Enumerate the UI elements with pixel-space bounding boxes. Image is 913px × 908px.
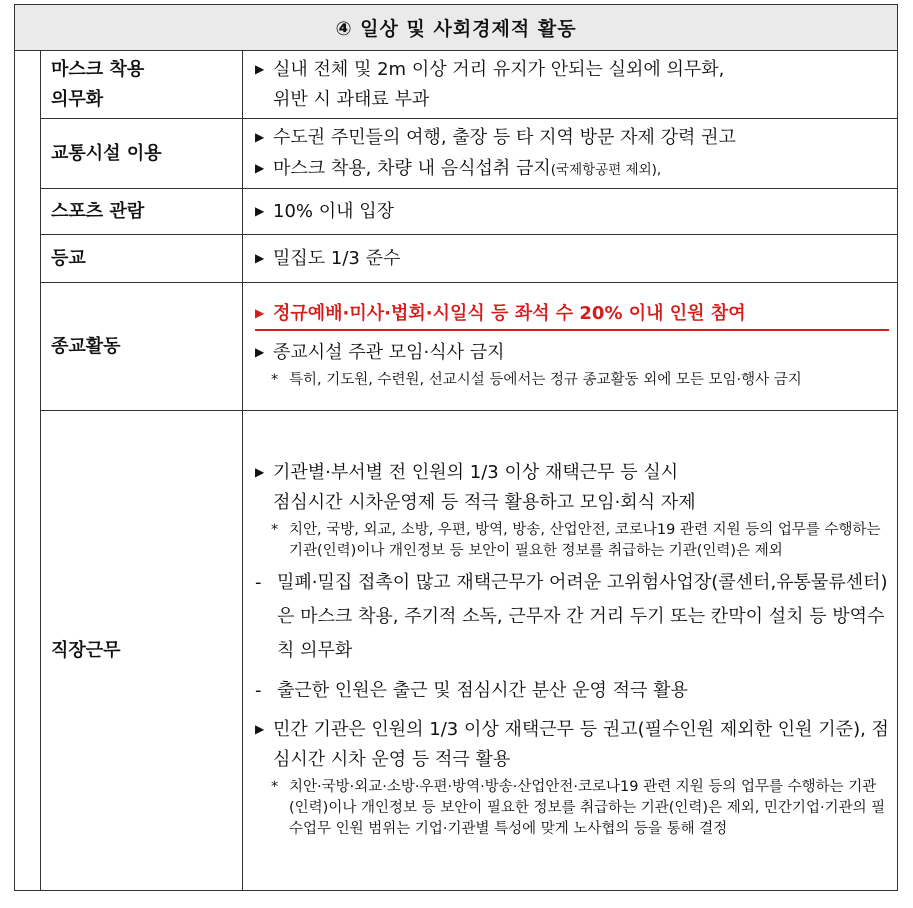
bullet-item: ▶ 기관별·부서별 전 인원의 1/3 이상 재택근무 등 실시 점심시간 시차운영제 등 적극 활용하고 모임·회식 자제 <box>255 457 889 518</box>
bullet-marker: ▶ <box>255 345 265 359</box>
bullet-marker: ▶ <box>255 722 265 736</box>
note-marker: * <box>271 779 279 795</box>
note-marker: * <box>271 522 279 538</box>
bullet-marker: ▶ <box>255 465 265 479</box>
footnote: * 치안, 국방, 외교, 소방, 우편, 방역, 방송, 산업안전, 코로나19 관련 지원 등의 업무를 수행하는 기관(인력)이나 개인정보 등 보안이 필요한 정보를 취급하는 기관(인력)은 제외 <box>271 522 881 559</box>
table-row <box>15 283 898 411</box>
bullet-marker: ▶ <box>255 306 265 320</box>
label-line: 마스크 착용 <box>51 58 145 80</box>
highlighted-bullet-item: ▶ 정규예배·미사·법회·시일식 등 좌석 수 20% 이내 인원 참여 <box>255 298 889 331</box>
bullet-item: ▶ 민간 기관은 인원의 1/3 이상 재택근무 등 권고(필수인원 제외한 인원 기준), 점심시간 시차 운영 등 적극 활용 <box>255 714 889 775</box>
bullet-marker: ▶ <box>255 130 265 144</box>
bullet-item: ▶ 종교시설 주관 모임·식사 금지 <box>255 337 889 368</box>
bullet-item: ▶ 마스크 착용, 차량 내 음식섭취 금지(국제항공편 제외), <box>255 153 889 185</box>
row-content-mask <box>243 51 898 119</box>
row-label-school: 등교 <box>41 235 243 283</box>
dash-item: - 출근한 인원은 출근 및 점심시간 분산 운영 적극 활용 <box>255 674 889 708</box>
section-title: ④ 일상 및 사회경제적 활동 <box>15 5 898 51</box>
dash-item: - 밀폐·밀집 접촉이 많고 재택근무가 어려운 고위험사업장(콜센터,유통물류센터)은 마스크 착용, 주기적 소독, 근무자 간 거리 두기 또는 칸막이 설치 등 방역수칙 의무화 <box>255 566 889 668</box>
bullet-item: ▶ 실내 전체 및 2m 이상 거리 유지가 안되는 실외에 의무화, 위반 시 과태료 부과 <box>255 54 889 115</box>
dash-marker: - <box>255 572 262 593</box>
table-row <box>15 189 898 235</box>
note-marker: * <box>271 372 279 388</box>
bullet-marker: ▶ <box>255 204 265 218</box>
row-content-workplace <box>243 411 898 891</box>
table-row <box>15 411 898 891</box>
table-row <box>15 119 898 189</box>
label-line: 의무화 <box>51 88 104 110</box>
row-content-religion <box>243 283 898 411</box>
policy-table <box>14 4 898 891</box>
row-content-sports <box>243 189 898 235</box>
bullet-item: ▶ 수도권 주민들의 여행, 출장 등 타 지역 방문 자제 강력 권고 <box>255 122 889 153</box>
left-gutter <box>15 51 41 891</box>
small-note: (국제항공편 제외), <box>550 162 662 178</box>
row-label-transport: 교통시설 이용 <box>41 119 243 189</box>
footnote: * 특히, 기도원, 수련원, 선교시설 등에서는 정규 종교활동 외에 모든 모임·행사 금지 <box>255 370 889 391</box>
header-row <box>15 5 898 51</box>
bullet-item: ▶ 10% 이내 입장 <box>255 196 889 227</box>
row-content-transport <box>243 119 898 189</box>
bullet-item: ▶ 밀집도 1/3 준수 <box>255 243 889 274</box>
row-label-workplace: 직장근무 <box>41 411 243 891</box>
footnote: * 치안·국방·외교·소방·우편·방역·방송·산업안전·코로나19 관련 지원 등의 업무를 수행하는 기관(인력)이나 개인정보 등 보안이 필요한 정보를 취급하는 기관(인력)은 제외, 민간기업·기관의 필수업무 인원 범위는 기업·기관별 특성에 맞게 노사협의 등을 통해 결정 <box>271 779 886 837</box>
row-content-school <box>243 235 898 283</box>
row-label-sports: 스포츠 관람 <box>41 189 243 235</box>
row-label-mask <box>41 51 243 119</box>
table-row <box>15 235 898 283</box>
dash-marker: - <box>255 680 262 701</box>
bullet-marker: ▶ <box>255 251 265 265</box>
table-row <box>15 51 898 119</box>
row-label-religion: 종교활동 <box>41 283 243 411</box>
bullet-marker: ▶ <box>255 62 265 76</box>
bullet-marker: ▶ <box>255 161 265 175</box>
